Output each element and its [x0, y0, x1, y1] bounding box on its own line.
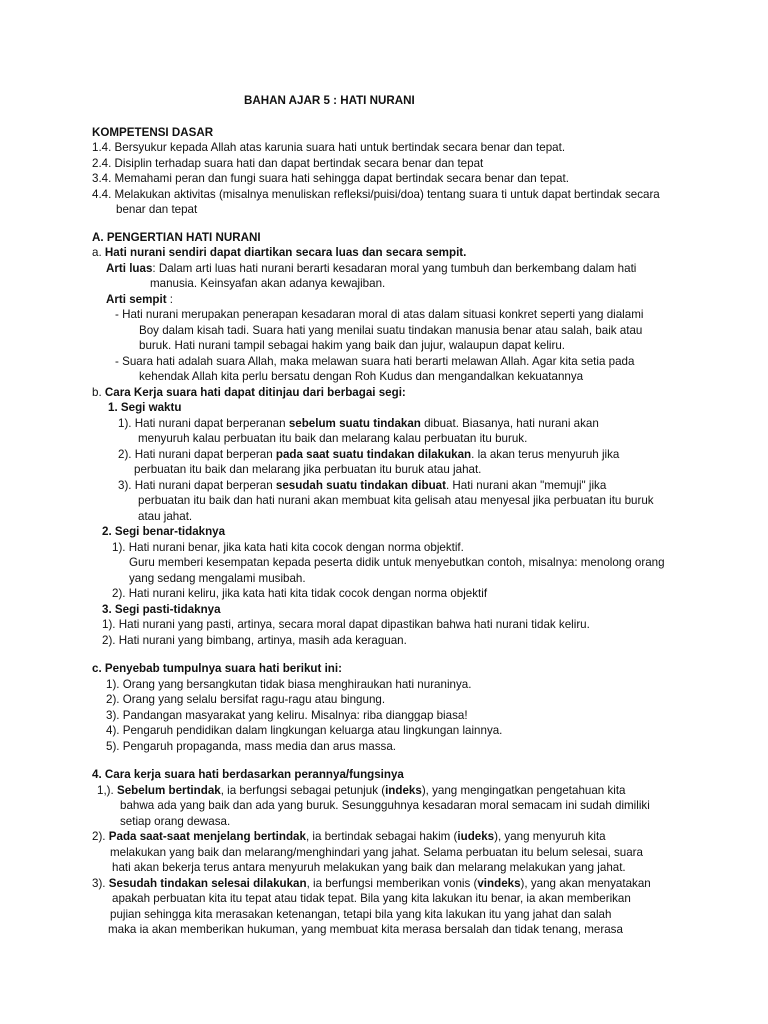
segi-pasti-line: 2). Hati nurani yang bimbang, artinya, masih ada keraguan.: [102, 634, 407, 647]
arti-sempit-point: - Suara hati adalah suara Allah, maka melawan suara hati berarti melawan Allah. Agar kita setia pada: [115, 355, 635, 368]
list-item: 3). Pandangan masyarakat yang keliru. Misalnya: riba dianggap biasa!: [106, 709, 468, 722]
section-b-heading: b. Cara Kerja suara hati dapat ditinjau dari berbagai segi:: [92, 386, 406, 399]
kd-item: 3.4. Memahami peran dan fungi suara hati sehingga dapat bertindak secara benar dan tepat.: [92, 172, 569, 185]
section-a-heading: A. PENGERTIAN HATI NURANI: [92, 231, 261, 244]
fungsi-paragraph-line: 2). Pada saat-saat menjelang bertindak, ia bertindak sebagai hakim (iudeks), yang menyuruh kita: [92, 830, 606, 843]
segi-benar-line: yang sedang mengalami musibah.: [129, 572, 306, 585]
segi-waktu-line: 3). Hati nurani dapat berperan sesudah suatu tindakan dibuat. Hati nurani akan "memuji" jika: [118, 479, 607, 492]
segi-waktu-line: perbuatan itu baik dan hati nurani akan membuat kita gelisah atau menyesal jika perbuatan itu buruk: [138, 494, 654, 507]
list-item: 5). Pengaruh propaganda, mass media dan arus massa.: [106, 740, 397, 753]
segi-waktu-heading: 1. Segi waktu: [108, 401, 182, 414]
fungsi-paragraph-line: 3). Sesudah tindakan selesai dilakukan, ia berfungsi memberikan vonis (vindeks), yang akan menyatakan: [92, 877, 651, 890]
fungsi-paragraph-line: hati akan bekerja terus antara menyuruh melakukan yang baik dan melarang melakukan yang jahat.: [112, 861, 626, 874]
segi-waktu-line: perbuatan itu baik dan melarang jika perbuatan itu buruk atau jahat.: [134, 463, 482, 476]
list-item: 1). Orang yang bersangkutan tidak biasa menghiraukan hati nuraninya.: [106, 678, 472, 691]
arti-sempit-line: Boy dalam kisah tadi. Suara hati yang menilai suatu tindakan manusia benar atau salah, baik atau: [139, 324, 643, 337]
page-title: BAHAN AJAR 5 : HATI NURANI: [244, 94, 415, 107]
arti-luas-line: Arti luas: Dalam arti luas hati nurani berarti kesadaran moral yang tumbuh dan berkembang dalam hati: [106, 262, 637, 275]
fungsi-paragraph-line: apakah perbuatan kita itu tepat atau tidak tepat. Bila yang kita lakukan itu benar, ia akan memberikan: [112, 892, 631, 905]
section-c-heading: c. Penyebab tumpulnya suara hati berikut ini:: [92, 662, 342, 675]
section-a-subheading: a. Hati nurani sendiri dapat diartikan secara luas dan secara sempit.: [92, 246, 467, 259]
segi-benar-heading: 2. Segi benar-tidaknya: [102, 525, 226, 538]
segi-benar-line: 2). Hati nurani keliru, jika kata hati kita tidak cocok dengan norma objektif: [112, 587, 488, 600]
list-item: 2). Orang yang selalu bersifat ragu-ragu atau bingung.: [106, 693, 386, 706]
segi-benar-line: Guru memberi kesempatan kepada peserta didik untuk menyebutkan contoh, misalnya: menolong orang: [129, 556, 665, 569]
fungsi-paragraph-line: maka ia akan memberikan hukuman, yang membuat kita merasa bersalah dan tidak tenang, merasa: [108, 923, 623, 936]
segi-pasti-heading: 3. Segi pasti-tidaknya: [102, 603, 221, 616]
kd-heading: KOMPETENSI DASAR: [92, 126, 214, 139]
kd-item: 4.4. Melakukan aktivitas (misalnya menuliskan refleksi/puisi/doa) tentang suara ti untuk dapat bertindak secara: [92, 188, 660, 201]
segi-waktu-line: atau jahat.: [138, 510, 193, 523]
fungsi-paragraph-line: melakukan yang baik dan melarang/menghindari yang jahat. Selama perbuatan itu belum selesai, suara: [110, 846, 643, 859]
fungsi-paragraph-line: setiap orang dewasa.: [120, 815, 231, 828]
section-4-heading: 4. Cara kerja suara hati berdasarkan perannya/fungsinya: [92, 768, 404, 781]
segi-waktu-line: 1). Hati nurani dapat berperanan sebelum suatu tindakan dibuat. Biasanya, hati nurani akan: [118, 417, 599, 430]
arti-sempit-point: - Hati nurani merupakan penerapan kesadaran moral di atas dalam situasi konkret seperti yang dialami: [115, 308, 644, 321]
segi-waktu-line: 2). Hati nurani dapat berperan pada saat suatu tindakan dilakukan. la akan terus menyuruh jika: [118, 448, 620, 461]
kd-item-continued: benar dan tepat: [116, 203, 198, 216]
segi-benar-line: 1). Hati nurani benar, jika kata hati kita cocok dengan norma objektif.: [112, 541, 464, 554]
kd-item: 2.4. Disiplin terhadap suara hati dan dapat bertindak secara benar dan tepat: [92, 157, 484, 170]
list-item: 4). Pengaruh pendidikan dalam lingkungan keluarga atau lingkungan lainnya.: [106, 724, 503, 737]
fungsi-paragraph-line: 1,). Sebelum bertindak, ia berfungsi sebagai petunjuk (indeks), yang mengingatkan pengetahuan kita: [97, 784, 626, 797]
fungsi-paragraph-line: bahwa ada yang baik dan ada yang buruk. Sesungguhnya kesadaran moral semacam ini sudah dimiliki: [120, 799, 650, 812]
segi-pasti-line: 1). Hati nurani yang pasti, artinya, secara moral dapat dipastikan bahwa hati nurani tidak keliru.: [102, 618, 590, 631]
fungsi-paragraph-line: pujian sehingga kita merasakan ketenangan, tetapi bila yang kita lakukan itu yang jahat dan salah: [110, 908, 612, 921]
kd-item: 1.4. Bersyukur kepada Allah atas karunia suara hati untuk bertindak secara benar dan tepat.: [92, 141, 566, 154]
segi-waktu-line: menyuruh kalau perbuatan itu baik dan melarang kalau perbuatan itu buruk.: [138, 432, 528, 445]
arti-sempit-line: kehendak Allah kita perlu bersatu dengan Roh Kudus dan mengandalkan kekuatannya: [139, 370, 584, 383]
arti-sempit-label: Arti sempit :: [106, 293, 174, 306]
arti-sempit-line: buruk. Hati nurani tampil sebagai hakim yang baik dan jujur, walaupun dapat keliru.: [139, 339, 566, 352]
arti-luas-line-2: manusia. Keinsyafan akan adanya kewajiban.: [150, 277, 386, 290]
